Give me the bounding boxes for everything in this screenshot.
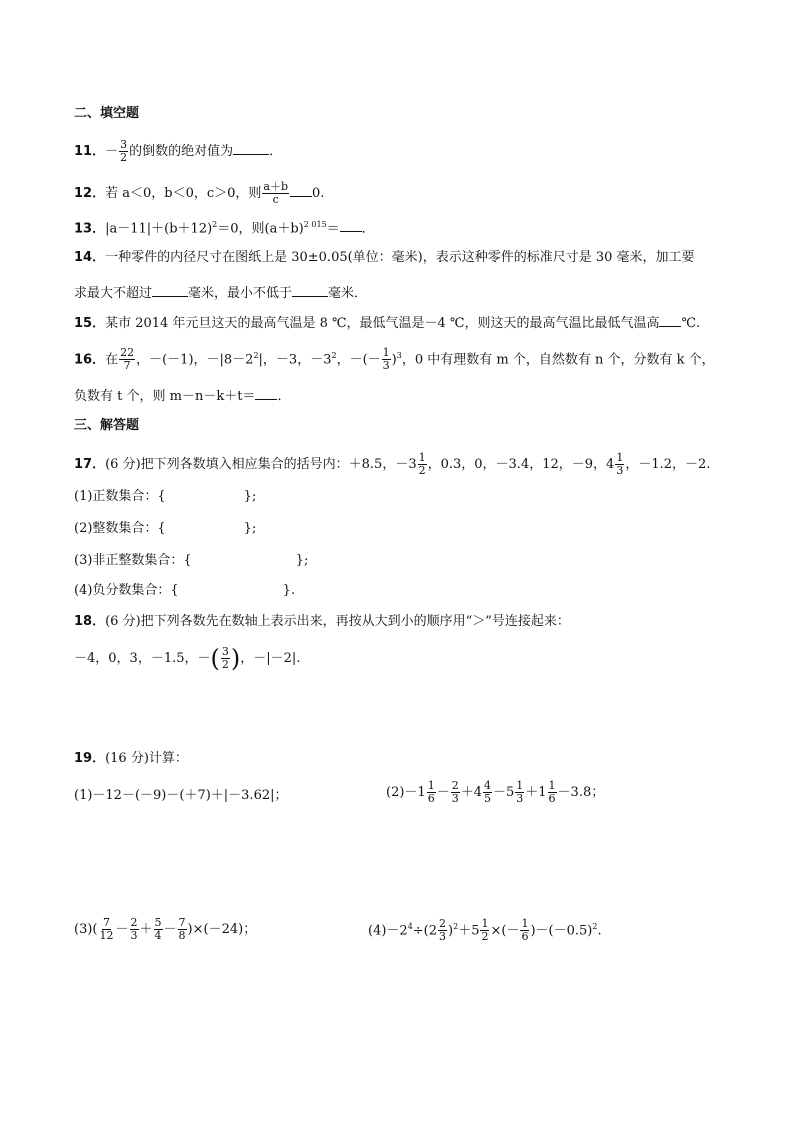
answer-blank[interactable] bbox=[233, 140, 269, 155]
calc-3: (3)( $\frac{7}{12}$ － $\frac{2}{3}$ ＋ $\frac{5}{4}$ － $\frac{7}{8}$ )×(－24)； bbox=[74, 916, 257, 942]
question-number: 15． bbox=[74, 316, 106, 331]
question-number: 12． bbox=[74, 186, 106, 201]
fraction: $\frac{3}{2}$ bbox=[221, 645, 229, 671]
fraction: $\frac{1}{3}$ bbox=[382, 346, 390, 373]
fraction: $\frac{a+b}{c}$ bbox=[263, 180, 289, 206]
section-fill-blank-title: 二、填空题 bbox=[74, 106, 140, 121]
answer-blank[interactable] bbox=[290, 182, 312, 197]
question-11: 11．－ $\frac{3}{2}$ 的倒数的绝对值为 ． bbox=[74, 138, 283, 164]
answer-blank[interactable] bbox=[152, 282, 188, 297]
fraction: $\frac{22}{7}$ bbox=[120, 346, 135, 373]
answer-blank[interactable] bbox=[255, 385, 277, 400]
question-19: 19．(16 分)计算： bbox=[74, 751, 188, 766]
set-positive[interactable]: (1)正数集合：{ }; bbox=[74, 489, 257, 504]
question-15: 15．某市 2014 年元旦这天的最高气温是 8 ℃，最低气温是－4 ℃，则这天的最高气温比最低气温高 ℃. bbox=[74, 312, 700, 334]
question-18-numbers: －4，0，3，－1.5，－( $\frac{3}{2}$ )，－|－2|. bbox=[74, 644, 301, 673]
question-number: 11． bbox=[74, 144, 106, 159]
question-number: 14． bbox=[74, 250, 106, 265]
fraction: $\frac{1}{2}$ bbox=[418, 451, 426, 477]
question-number: 19． bbox=[74, 751, 106, 766]
answer-blank[interactable] bbox=[340, 217, 362, 232]
section-answer-title: 三、解答题 bbox=[74, 418, 140, 433]
set-non-positive-integer[interactable]: (3)非正整数集合：{ }; bbox=[74, 553, 309, 568]
question-number: 13． bbox=[74, 221, 106, 237]
question-16-line2: 负数有 t 个，则 m－n－k＋t＝ ． bbox=[74, 385, 290, 407]
calc-1: (1)－12－(－9)－(＋7)＋|－3.62|； bbox=[74, 788, 288, 803]
question-number: 17． bbox=[74, 457, 106, 472]
question-14-line1: 14．一种零件的内径尺寸在图纸上是 30±0.05(单位：毫米)，表示这种零件的标准尺寸是 30 毫米，加工要 bbox=[74, 250, 695, 265]
calc-2: (2)－1 $\frac{1}{6}$ － $\frac{2}{3}$ ＋4 $\frac{4}{5}$ －5 $\frac{1}{3}$ ＋1 $\frac{1}{6}$ －3.8； bbox=[386, 779, 605, 805]
question-18: 18．(6 分)把下列各数先在数轴上表示出来，再按从大到小的顺序用“＞”号连接起来： bbox=[74, 614, 570, 629]
question-number: 18． bbox=[74, 614, 106, 629]
question-13: 13．$|a-11|+(b+12)^2=0$，则$(a+b)^{2 015}=$ ． bbox=[74, 215, 375, 239]
question-12: 12．若 a＜0，b＜0，c＞0，则 $\frac{a+b}{c}$ 0. bbox=[74, 180, 325, 206]
answer-blank[interactable] bbox=[659, 312, 681, 327]
set-integer[interactable]: (2)整数集合：{ }; bbox=[74, 521, 257, 536]
fraction: $\frac{3}{2}$ bbox=[120, 138, 128, 164]
fraction: $\frac{1}{3}$ bbox=[616, 451, 624, 477]
question-17: 17．(6 分)把下列各数填入相应集合的括号内：＋8.5，－3 $\frac{1}{2}$ ，0.3，0，－3.4，12，－9，4 $\frac{1}{3}$ ，－1.2，－2. bbox=[74, 451, 711, 477]
answer-blank[interactable] bbox=[292, 282, 328, 297]
question-14-line2: 求最大不超过 毫米，最小不低于 毫米． bbox=[74, 282, 367, 304]
calc-4: $(4)-2^4\div(2$ $\frac{2}{3}$ )$^2$＋5 $\frac{1}{2}$ ×(－ $\frac{1}{6}$ )$-(-0.5)^2$. bbox=[368, 917, 602, 944]
question-16-line1: 16．在 $\frac{22}{7}$ ，－(－1)，$-|8-2^2|$，－3，$-3^2$，－(－ $\frac{1}{3}$ )$^3$，0 中有理数有 m 个，自然数有 n 个，分数有 k 个， bbox=[74, 346, 715, 373]
set-negative-fraction[interactable]: (4)负分数集合：{ }. bbox=[74, 583, 296, 598]
question-number: 16． bbox=[74, 352, 106, 368]
